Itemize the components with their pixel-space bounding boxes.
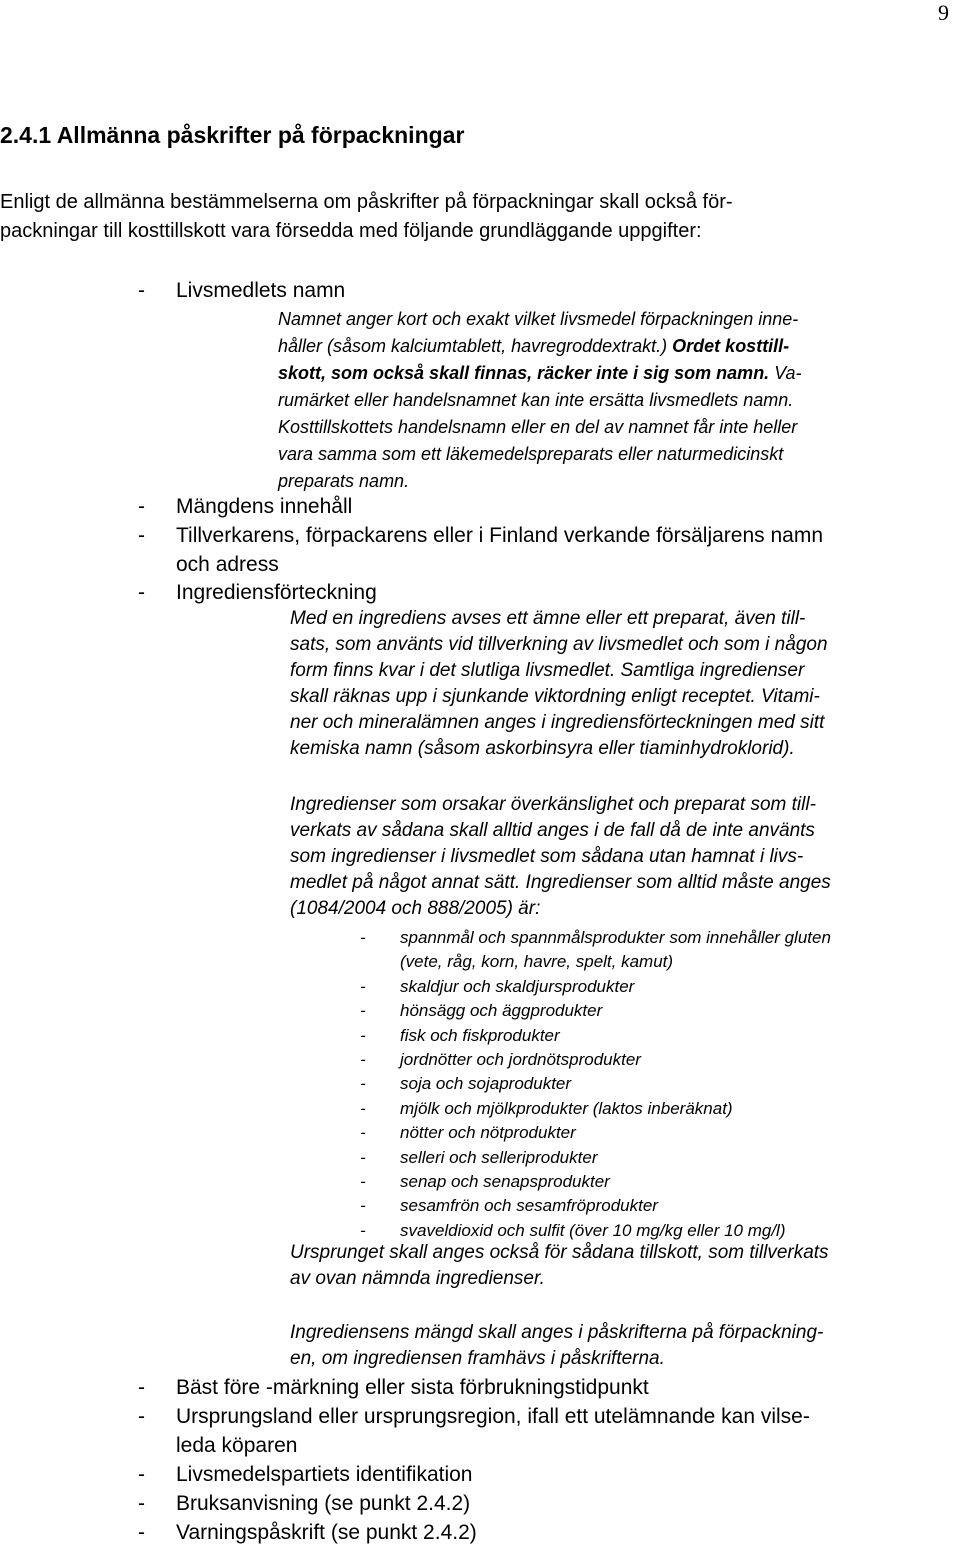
note-line: medlet på något annat sätt. Ingredienser som alltid måste anges [290, 872, 831, 893]
list-item-label: Livsmedelspartiets identifikation [176, 1463, 473, 1486]
note-line: som ingredienser i livsmedlet som sådana utan hamnat i livs- [290, 846, 804, 867]
note-line: Ingrediensens mängd skall anges i påskrifterna på förpackning- [290, 1322, 824, 1343]
note-line: form finns kvar i det slutliga livsmedlet. Samtliga ingredienser [290, 660, 805, 681]
intro-paragraph [0, 188, 958, 246]
note-line: håller (såsom kalciumtablett, havregroddextrakt.) Ordet kosttill- [278, 336, 790, 356]
note-line: verkats av sådana skall alltid anges i de fall då de inte använts [290, 820, 815, 841]
section-heading: 2.4.1 Allmänna påskrifter på förpackningar [0, 122, 465, 148]
allergen-text: (vete, råg, korn, havre, spelt, kamut) [400, 952, 674, 972]
amount-note [290, 1320, 956, 1372]
allergen-text: selleri och selleriprodukter [400, 1147, 598, 1167]
intro-line: Enligt de allmänna bestämmelserna om påskrifter på förpackningar skall också för- [0, 191, 733, 213]
note-line: skall räknas upp i sjunkande viktordning enligt receptet. Vitami- [290, 686, 820, 707]
note-line: Ingredienser som orsakar överkänslighet och preparat som till- [290, 794, 816, 815]
bullet-dash: - [138, 524, 145, 547]
bullet-dash: - [360, 1025, 366, 1045]
allergen-text: skaldjur och skaldjursprodukter [400, 976, 635, 996]
note-line: kemiska namn (såsom askorbinsyra eller tiaminhydroklorid). [290, 738, 795, 759]
bullet-dash: - [360, 1098, 366, 1118]
bullet-dash: - [138, 1405, 145, 1428]
list-item-label: Ingrediensförteckning [176, 581, 377, 604]
note-line: (1084/2004 och 888/2005) är: [290, 898, 541, 919]
bullet-dash: - [138, 495, 145, 518]
bullet-dash: - [138, 1521, 145, 1544]
bullet-dash: - [360, 1123, 366, 1143]
bullet-dash: - [138, 1492, 145, 1515]
note-line: Kosttillskottets handelsnamn eller en del av namnet får inte heller [278, 417, 798, 437]
bullet-dash: - [360, 1220, 366, 1240]
bullet-dash: - [360, 1147, 366, 1167]
bullet-dash: - [138, 1376, 145, 1399]
note-line: sats, som använts vid tillverkning av livsmedlet och som i någon [290, 634, 828, 655]
note-line: av ovan nämnda ingredienser. [290, 1268, 545, 1289]
note-line: Med en ingrediens avses ett ämne eller ett preparat, även till- [290, 608, 806, 629]
note-line: vara samma som ett läkemedelspreparats eller naturmedicinskt [278, 444, 784, 464]
allergen-text: hönsägg och äggprodukter [400, 1001, 603, 1021]
allergen-text: sesamfrön och sesamfröprodukter [400, 1196, 658, 1216]
intro-line: packningar till kosttillskott vara försedda med följande grundläggande uppgifter: [0, 220, 702, 242]
allergen-text: svaveldioxid och sulfit (över 10 mg/kg eller 10 mg/l) [400, 1220, 786, 1240]
allergen-text: spannmål och spannmålsprodukter som innehåller gluten [400, 928, 831, 947]
allergen-text: soja och sojaprodukter [400, 1074, 572, 1094]
allergen-text: senap och senapsprodukter [400, 1172, 610, 1191]
name-note [278, 306, 956, 495]
allergen-text: nötter och nötprodukter [400, 1123, 576, 1143]
bullet-dash: - [138, 1463, 145, 1486]
note-line: skott, som också skall finnas, räcker inte i sig som namn. Va- [278, 363, 802, 383]
list-item-label: Livsmedlets namn [176, 279, 346, 302]
list-item-label: Varningspåskrift (se punkt 2.4.2) [176, 1521, 477, 1544]
page-number: 9 [938, 0, 949, 25]
allergen-note [290, 792, 956, 922]
allergen-text: fisk och fiskprodukter [400, 1025, 560, 1045]
bullet-dash: - [138, 279, 145, 302]
note-line: Namnet anger kort och exakt vilket livsmedel förpackningen inne- [278, 309, 799, 329]
bullet-dash: - [360, 1196, 366, 1216]
bullet-dash: - [360, 1001, 366, 1021]
bullet-dash: - [360, 976, 366, 996]
bullet-dash: - [360, 1074, 366, 1094]
bullet-dash: - [360, 1172, 366, 1191]
list-item-label: Ursprungsland eller ursprungsregion, ifall ett utelämnande kan vilse- leda köparen [176, 1405, 810, 1457]
list-item-label: Bäst före -märkning eller sista förbrukningstidpunkt [176, 1376, 649, 1399]
bullet-dash: - [360, 1050, 366, 1069]
note-line: en, om ingrediensen framhävs i påskrifterna. [290, 1348, 665, 1369]
list-item-label: Tillverkarens, förpackarens eller i Finland verkande försäljarens namn och adress [176, 524, 824, 576]
allergen-text: mjölk och mjölkprodukter (laktos inberäknat) [400, 1098, 733, 1118]
allergen-text: jordnötter och jordnötsprodukter [400, 1050, 641, 1069]
origin-note [290, 1240, 956, 1292]
note-line: Ursprunget skall anges också för sådana tillskott, som tillverkats [290, 1242, 829, 1263]
bullet-dash: - [360, 928, 366, 947]
bullet-dash: - [138, 581, 145, 604]
note-line: ner och mineralämnen anges i ingrediensförteckningen med sitt [290, 712, 825, 733]
list-item-label: Mängdens innehåll [176, 495, 353, 518]
list-item-label: Bruksanvisning (se punkt 2.4.2) [176, 1492, 471, 1515]
ingredient-note [290, 606, 956, 762]
note-line: rumärket eller handelsnamnet kan inte ersätta livsmedlets namn. [278, 390, 794, 410]
note-line: preparats namn. [278, 471, 410, 491]
